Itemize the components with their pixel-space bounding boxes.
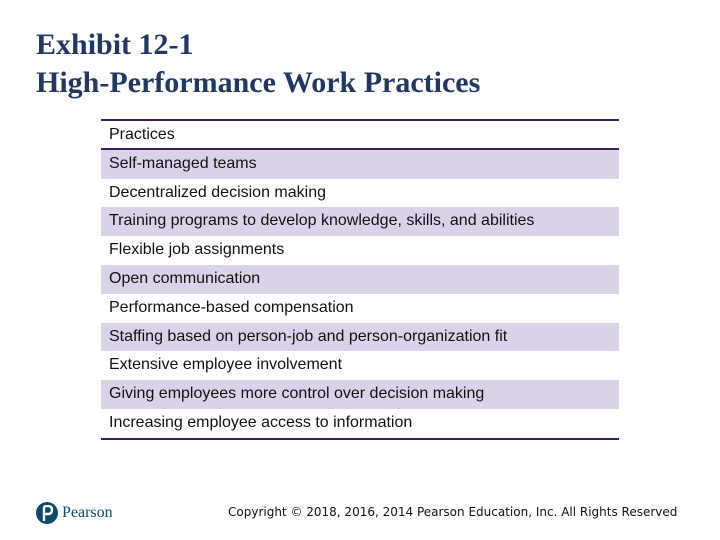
pearson-logo-text: Pearson [62,504,113,521]
copyright-text: Copyright © 2018, 2016, 2014 Pearson Education, Inc. All Rights Reserved [228,505,678,519]
table-row: Training programs to develop knowledge, skills, and abilities [101,207,619,236]
table-row: Self-managed teams [101,150,619,179]
table-row: Open communication [101,265,619,294]
slide-title [36,26,480,102]
table-row: Staffing based on person-job and person-organization fit [101,323,619,352]
pearson-logo [36,502,113,524]
table-header: Practices [101,121,619,150]
table-row: Flexible job assignments [109,241,285,259]
pearson-logo-icon [36,502,58,524]
title-line-1: Exhibit 12-1 [36,28,194,61]
table-row: Increasing employee access to information [109,413,413,431]
table-row: Decentralized decision making [109,183,326,201]
table-row: Performance-based compensation [109,298,354,316]
practices-table [101,119,619,440]
table-row: Extensive employee involvement [109,356,343,374]
table-row: Giving employees more control over decision making [101,380,619,409]
title-line-2: High-Performance Work Practices [36,66,481,99]
